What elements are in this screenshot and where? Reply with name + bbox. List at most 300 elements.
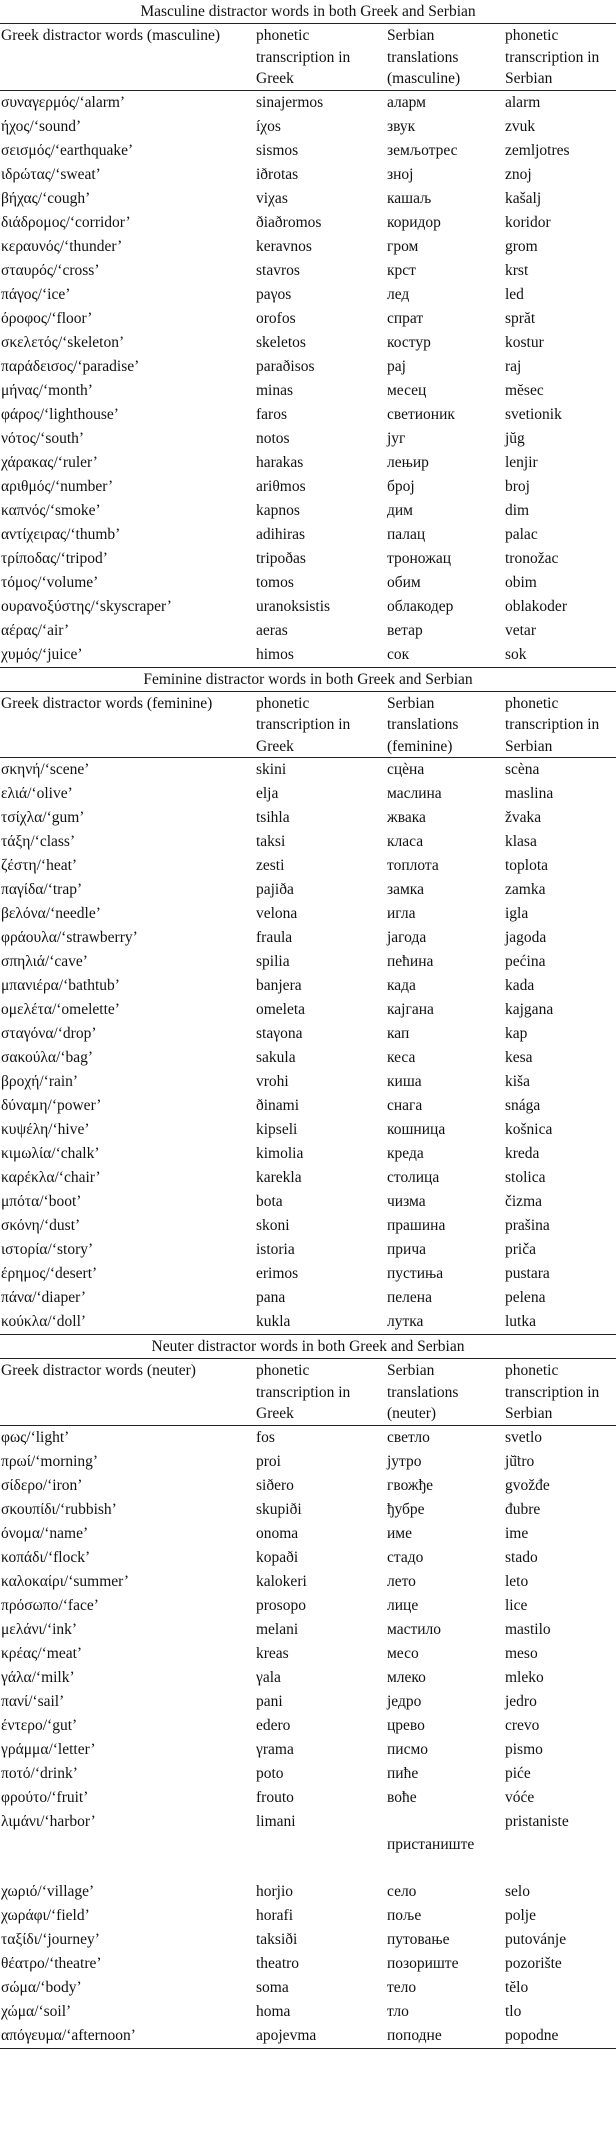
- serbian-word-cell: обим: [387, 573, 421, 591]
- serbian-phonetic-cell: lutka: [505, 1313, 536, 1330]
- greek-word-cell: μπότα/‘boot’: [1, 1193, 82, 1210]
- greek-phonetic-cell: staγona: [256, 1025, 303, 1042]
- greek-word-cell: πάνα/‘diaper’: [1, 1289, 87, 1306]
- serbian-phonetic-cell: košnica: [505, 1121, 553, 1138]
- table-row: [0, 139, 616, 163]
- serbian-word-cell: маслина: [387, 785, 442, 802]
- greek-phonetic-cell: harakas: [256, 453, 304, 471]
- serbian-word-cell: прашина: [387, 1217, 446, 1234]
- serbian-word-cell: облакодер: [387, 597, 454, 615]
- table-row: [0, 878, 616, 902]
- table-row: [0, 1714, 616, 1738]
- serbian-word-cell: кап: [387, 1025, 410, 1042]
- greek-word-cell: μελάνι/‘ink’: [1, 1620, 78, 1638]
- serbian-word-cell: троножац: [387, 549, 452, 567]
- serbian-phonetic-cell: zvuk: [505, 117, 536, 135]
- greek-word-cell: χωριό/‘village’: [1, 1882, 95, 1900]
- greek-phonetic-cell: pana: [256, 1289, 286, 1306]
- table-row: [0, 1310, 616, 1335]
- greek-word-cell: κοπάδι/‘flock’: [1, 1548, 91, 1566]
- serbian-phonetic-cell: pećina: [505, 953, 546, 970]
- table-row: [0, 758, 616, 783]
- serbian-word-cell: пристаниште: [387, 1835, 475, 1853]
- table-caption-masculine: Masculine distractor words in both Greek and Serbian: [140, 3, 476, 20]
- greek-word-cell: αριθμός/‘number’: [1, 477, 114, 495]
- table-row: [0, 998, 616, 1022]
- greek-phonetic-cell: horafi: [256, 1906, 294, 1924]
- greek-word-cell: πανί/‘sail’: [1, 1692, 65, 1710]
- greek-word-cell: έντερο/‘gut’: [1, 1716, 78, 1734]
- serbian-word-cell: црево: [387, 1716, 425, 1734]
- greek-word-cell: τάξη/‘class’: [1, 833, 76, 850]
- serbian-phonetic-cell: zamka: [505, 881, 546, 898]
- serbian-phonetic-cell: lice: [505, 1596, 528, 1614]
- greek-phonetic-cell: kipseli: [256, 1121, 298, 1138]
- greek-word-cell: έρημος/‘desert’: [1, 1265, 98, 1282]
- serbian-phonetic-cell: vetar: [505, 621, 536, 639]
- greek-word-cell: βήχας/‘cough’: [1, 189, 91, 207]
- serbian-word-cell: месо: [387, 1644, 419, 1662]
- serbian-phonetic-cell: žvaka: [505, 809, 542, 826]
- table-row: [0, 1474, 616, 1498]
- serbian-word-cell: писмо: [387, 1740, 429, 1758]
- serbian-word-cell: кашаљ: [387, 189, 432, 207]
- serbian-word-cell: лето: [387, 1572, 416, 1590]
- table-row: [0, 163, 616, 187]
- greek-word-cell: σπηλιά/‘cave’: [1, 953, 88, 970]
- greek-phonetic-cell: orofos: [256, 309, 296, 327]
- greek-phonetic-cell: faros: [256, 405, 287, 423]
- greek-phonetic-cell: iðrotas: [256, 165, 299, 183]
- greek-phonetic-cell: theatro: [256, 1954, 300, 1972]
- serbian-word-cell: поподне: [387, 2026, 442, 2044]
- table-row: [0, 1522, 616, 1546]
- serbian-phonetic-cell: kostur: [505, 333, 544, 351]
- feminine-table: [0, 691, 616, 1336]
- serbian-phonetic-cell: zemljotres: [505, 141, 570, 159]
- table-row: [0, 1238, 616, 1262]
- greek-word-cell: γάλα/‘milk’: [1, 1668, 75, 1686]
- serbian-word-cell: столица: [387, 1169, 440, 1186]
- table-row: [0, 1070, 616, 1094]
- greek-phonetic-cell: pani: [256, 1692, 283, 1710]
- greek-word-cell: ποτό/‘drink’: [1, 1764, 78, 1782]
- serbian-phonetic-cell: scèna: [505, 761, 540, 778]
- header-serbian-translations: Serbian translations (masculine): [387, 27, 461, 87]
- greek-word-cell: τσίχλα/‘gum’: [1, 809, 85, 826]
- greek-word-cell: αντίχειρας/‘thumb’: [1, 525, 121, 543]
- greek-phonetic-cell: himos: [256, 645, 294, 663]
- serbian-phonetic-cell: ime: [505, 1524, 529, 1542]
- header-greek-words: Greek distractor words (feminine): [1, 694, 213, 712]
- greek-word-cell: σκόνη/‘dust’: [1, 1217, 81, 1234]
- table-row: [0, 830, 616, 854]
- greek-phonetic-cell: fos: [256, 1428, 275, 1446]
- serbian-word-cell: мастило: [387, 1620, 442, 1638]
- serbian-phonetic-cell: kiša: [505, 1073, 530, 1090]
- serbian-word-cell: сцѐна: [387, 761, 425, 778]
- greek-word-cell: σταγόνα/‘drop’: [1, 1025, 97, 1042]
- header-greek-phonetic: phonetic transcription in Greek: [256, 27, 351, 87]
- serbian-phonetic-cell: grom: [505, 237, 538, 255]
- greek-phonetic-cell: erimos: [256, 1265, 299, 1282]
- greek-phonetic-cell: karekla: [256, 1169, 302, 1186]
- serbian-word-cell: пелена: [387, 1289, 432, 1306]
- serbian-word-cell: звук: [387, 117, 416, 135]
- greek-word-cell: κιμωλία/‘chalk’: [1, 1145, 100, 1162]
- table-row: [0, 1094, 616, 1118]
- table-row: [0, 1142, 616, 1166]
- table-row: [0, 974, 616, 998]
- greek-phonetic-cell: stavros: [256, 261, 300, 279]
- greek-word-cell: χωράφι/‘field’: [1, 1906, 90, 1924]
- serbian-phonetic-cell: krst: [505, 261, 529, 279]
- greek-word-cell: βελόνα/‘needle’: [1, 905, 101, 922]
- greek-word-cell: σεισμός/‘earthquake’: [1, 141, 134, 159]
- greek-word-cell: όνομα/‘name’: [1, 1524, 89, 1542]
- serbian-word-cell: кајгана: [387, 1001, 434, 1018]
- table-row: [0, 1810, 616, 1880]
- serbian-word-cell: дим: [387, 501, 413, 519]
- serbian-word-cell: стадо: [387, 1548, 424, 1566]
- greek-word-cell: σκουπίδι/‘rubbish’: [1, 1500, 117, 1518]
- greek-word-cell: θέατρο/‘theatre’: [1, 1954, 102, 1972]
- greek-phonetic-cell: sismos: [256, 141, 299, 159]
- serbian-phonetic-cell: alarm: [505, 93, 541, 111]
- greek-phonetic-cell: kalokeri: [256, 1572, 307, 1590]
- serbian-word-cell: село: [387, 1882, 417, 1900]
- serbian-word-cell: пећина: [387, 953, 434, 970]
- table-header-row: [0, 1359, 616, 1426]
- greek-word-cell: κυψέλη/‘hive’: [1, 1121, 90, 1138]
- serbian-phonetic-cell: znoj: [505, 165, 532, 183]
- table-row: [0, 1952, 616, 1976]
- serbian-word-cell: светло: [387, 1428, 430, 1446]
- greek-phonetic-cell: tomos: [256, 573, 294, 591]
- greek-phonetic-cell: kimolia: [256, 1145, 304, 1162]
- table-header-row: [0, 24, 616, 91]
- greek-phonetic-cell: limani: [256, 1812, 296, 1830]
- table-row: [0, 427, 616, 451]
- serbian-word-cell: киша: [387, 1073, 422, 1090]
- serbian-word-cell: јутро: [387, 1452, 422, 1470]
- table-row: [0, 547, 616, 571]
- greek-word-cell: νότος/‘south’: [1, 429, 85, 447]
- serbian-word-cell: југ: [387, 429, 406, 447]
- greek-word-cell: χάρακας/‘ruler’: [1, 453, 98, 471]
- serbian-word-cell: креда: [387, 1145, 424, 1162]
- greek-word-cell: φράουλα/‘strawberry’: [1, 929, 138, 946]
- serbian-word-cell: зној: [387, 165, 414, 183]
- greek-phonetic-cell: vrohi: [256, 1073, 289, 1090]
- header-serbian-phonetic: phonetic transcription in Serbian: [505, 1362, 600, 1422]
- greek-phonetic-cell: spilia: [256, 953, 290, 970]
- serbian-phonetic-cell: klasa: [505, 833, 537, 850]
- serbian-phonetic-cell: kašalj: [505, 189, 542, 207]
- serbian-phonetic-cell: tronožac: [505, 549, 559, 567]
- greek-word-cell: φως/‘light’: [1, 1428, 70, 1446]
- greek-phonetic-cell: onoma: [256, 1524, 299, 1542]
- serbian-word-cell: гром: [387, 237, 419, 255]
- serbian-word-cell: ђубре: [387, 1500, 425, 1518]
- serbian-phonetic-cell: crevo: [505, 1716, 540, 1734]
- serbian-phonetic-cell: broj: [505, 477, 530, 495]
- greek-phonetic-cell: sinajermos: [256, 93, 324, 111]
- greek-phonetic-cell: minas: [256, 381, 294, 399]
- header-greek-words: Greek distractor words (masculine): [1, 27, 221, 44]
- neuter-table: [0, 1358, 616, 2049]
- greek-word-cell: ταξίδι/‘journey’: [1, 1930, 100, 1948]
- greek-word-cell: ήχος/‘sound’: [1, 117, 82, 135]
- serbian-phonetic-cell: pismo: [505, 1740, 543, 1758]
- serbian-phonetic-cell: kap: [505, 1025, 528, 1042]
- table-row: [0, 1570, 616, 1594]
- serbian-word-cell: гвожђе: [387, 1476, 434, 1494]
- table-row: [0, 499, 616, 523]
- table-row: [0, 1690, 616, 1714]
- table-row: [0, 1450, 616, 1474]
- serbian-word-cell: кеса: [387, 1049, 416, 1066]
- serbian-phonetic-cell: mastilo: [505, 1620, 551, 1638]
- greek-word-cell: τόμος/‘volume’: [1, 573, 99, 591]
- table-header-row: [0, 691, 616, 758]
- greek-word-cell: απόγευμα/‘afternoon’: [1, 2026, 136, 2044]
- serbian-word-cell: млеко: [387, 1668, 426, 1686]
- table-row: [0, 1666, 616, 1690]
- serbian-phonetic-cell: igla: [505, 905, 529, 922]
- greek-phonetic-cell: kapnos: [256, 501, 300, 519]
- serbian-phonetic-cell: pristaniste: [505, 1812, 569, 1830]
- serbian-word-cell: лед: [387, 285, 410, 303]
- serbian-phonetic-cell: lenjir: [505, 453, 538, 471]
- serbian-phonetic-cell: mleko: [505, 1668, 544, 1686]
- serbian-phonetic-cell: leto: [505, 1572, 529, 1590]
- serbian-word-cell: чизма: [387, 1193, 426, 1210]
- table-row: [0, 643, 616, 668]
- table-row: [0, 1286, 616, 1310]
- table-row: [0, 1214, 616, 1238]
- greek-phonetic-cell: skupiði: [256, 1500, 302, 1518]
- table-row: [0, 1880, 616, 1904]
- greek-phonetic-cell: taksi: [256, 833, 286, 850]
- greek-word-cell: παγίδα/‘trap’: [1, 881, 83, 898]
- serbian-phonetic-cell: piće: [505, 1764, 531, 1782]
- greek-phonetic-cell: prosopo: [256, 1596, 306, 1614]
- masculine-table: [0, 23, 616, 668]
- table-row: [0, 1738, 616, 1762]
- greek-word-cell: ουρανοξύστης/‘skyscraper’: [1, 597, 172, 615]
- serbian-phonetic-cell: svetlo: [505, 1428, 543, 1446]
- greek-phonetic-cell: γala: [256, 1668, 281, 1686]
- serbian-word-cell: лутка: [387, 1313, 424, 1330]
- greek-word-cell: σκηνή/‘scene’: [1, 761, 90, 778]
- table-row: [0, 926, 616, 950]
- header-greek-words: Greek distractor words (neuter): [1, 1362, 196, 1379]
- greek-word-cell: κεραυνός/‘thunder’: [1, 237, 123, 255]
- serbian-word-cell: светионик: [387, 405, 455, 423]
- serbian-word-cell: палац: [387, 525, 426, 543]
- serbian-phonetic-cell: obim: [505, 573, 537, 591]
- greek-phonetic-cell: apojevma: [256, 2026, 317, 2044]
- serbian-word-cell: жвака: [387, 809, 426, 826]
- table-row: [0, 571, 616, 595]
- greek-word-cell: χυμός/‘juice’: [1, 645, 83, 663]
- header-serbian-translations: Serbian translations (feminine): [387, 694, 459, 755]
- table-row: [0, 331, 616, 355]
- serbian-word-cell: пиће: [387, 1764, 419, 1782]
- serbian-word-cell: воће: [387, 1788, 417, 1806]
- table-row: [0, 1425, 616, 1450]
- table-row: [0, 2024, 616, 2049]
- greek-phonetic-cell: velona: [256, 905, 298, 922]
- table-row: [0, 403, 616, 427]
- greek-phonetic-cell: skini: [256, 761, 287, 778]
- serbian-phonetic-cell: raj: [505, 357, 522, 375]
- serbian-word-cell: месец: [387, 381, 427, 399]
- serbian-word-cell: спрат: [387, 309, 424, 327]
- serbian-phonetic-cell: maslina: [505, 785, 554, 802]
- serbian-word-cell: коридор: [387, 213, 441, 231]
- greek-phonetic-cell: notos: [256, 429, 290, 447]
- serbian-word-cell: класа: [387, 833, 424, 850]
- table-row: [0, 187, 616, 211]
- table-row: [0, 2000, 616, 2024]
- greek-phonetic-cell: homa: [256, 2002, 291, 2020]
- header-greek-phonetic: phonetic transcription in Greek: [256, 694, 351, 755]
- greek-word-cell: πρωί/‘morning’: [1, 1452, 99, 1470]
- greek-phonetic-cell: banjera: [256, 977, 302, 994]
- greek-phonetic-cell: paraðisos: [256, 357, 315, 375]
- table-row: [0, 523, 616, 547]
- greek-word-cell: ζέστη/‘heat’: [1, 857, 78, 874]
- serbian-phonetic-cell: oblakoder: [505, 597, 567, 615]
- greek-word-cell: καπνός/‘smoke’: [1, 501, 101, 519]
- greek-phonetic-cell: frouto: [256, 1788, 294, 1806]
- greek-phonetic-cell: fraula: [256, 929, 293, 946]
- greek-phonetic-cell: tsihla: [256, 809, 290, 826]
- greek-phonetic-cell: kukla: [256, 1313, 291, 1330]
- greek-phonetic-cell: sakula: [256, 1049, 296, 1066]
- serbian-phonetic-cell: snága: [505, 1097, 541, 1114]
- greek-word-cell: ιστορία/‘story’: [1, 1241, 94, 1258]
- table-row: [0, 1118, 616, 1142]
- greek-word-cell: όροφος/‘floor’: [1, 309, 93, 327]
- greek-word-cell: ελιά/‘olive’: [1, 785, 73, 802]
- greek-phonetic-cell: uranoksistis: [256, 597, 331, 615]
- serbian-phonetic-cell: priča: [505, 1241, 536, 1258]
- serbian-word-cell: позориште: [387, 1954, 459, 1972]
- header-serbian-translations: Serbian translations (neuter): [387, 1362, 459, 1422]
- greek-phonetic-cell: kopaði: [256, 1548, 299, 1566]
- greek-word-cell: χώμα/‘soil’: [1, 2002, 72, 2020]
- serbian-phonetic-cell: led: [505, 285, 524, 303]
- serbian-phonetic-cell: jŭ̈tro: [505, 1452, 535, 1470]
- greek-phonetic-cell: tripoðas: [256, 549, 306, 567]
- serbian-word-cell: снага: [387, 1097, 423, 1114]
- header-serbian-phonetic: phonetic transcription in Serbian: [505, 27, 600, 87]
- serbian-word-cell: лице: [387, 1596, 419, 1614]
- greek-phonetic-cell: omeleta: [256, 1001, 306, 1018]
- greek-phonetic-cell: aeras: [256, 621, 288, 639]
- table-row: [0, 1190, 616, 1214]
- serbian-word-cell: топлота: [387, 857, 439, 874]
- serbian-phonetic-cell: pelena: [505, 1289, 546, 1306]
- greek-phonetic-cell: skeletos: [256, 333, 306, 351]
- table-row: [0, 619, 616, 643]
- serbian-phonetic-cell: gvožđe: [505, 1476, 550, 1494]
- serbian-word-cell: ветар: [387, 621, 423, 639]
- table-row: [0, 90, 616, 115]
- greek-phonetic-cell: ðinami: [256, 1097, 300, 1114]
- greek-phonetic-cell: ðiaðromos: [256, 213, 322, 231]
- greek-phonetic-cell: skoni: [256, 1217, 290, 1234]
- serbian-phonetic-cell: selo: [505, 1882, 530, 1900]
- table-row: [0, 1046, 616, 1070]
- table-row: [0, 1262, 616, 1286]
- table-row: [0, 854, 616, 878]
- table-row: [0, 1786, 616, 1810]
- serbian-word-cell: рај: [387, 357, 406, 375]
- serbian-word-cell: игла: [387, 905, 416, 922]
- greek-word-cell: σώμα/‘body’: [1, 1978, 82, 1996]
- greek-word-cell: σακούλα/‘bag’: [1, 1049, 94, 1066]
- greek-phonetic-cell: bota: [256, 1193, 283, 1210]
- greek-word-cell: φάρος/‘lighthouse’: [1, 405, 119, 423]
- serbian-phonetic-cell: mĕsec: [505, 381, 544, 399]
- greek-phonetic-cell: siðero: [256, 1476, 294, 1494]
- serbian-phonetic-cell: stado: [505, 1548, 538, 1566]
- serbian-phonetic-cell: jedro: [505, 1692, 537, 1710]
- table-row: [0, 259, 616, 283]
- table-row: [0, 1618, 616, 1642]
- serbian-word-cell: костур: [387, 333, 431, 351]
- greek-word-cell: σταυρός/‘cross’: [1, 261, 100, 279]
- serbian-phonetic-cell: meso: [505, 1644, 538, 1662]
- serbian-phonetic-cell: palac: [505, 525, 538, 543]
- serbian-word-cell: тло: [387, 2002, 409, 2020]
- greek-phonetic-cell: viχas: [256, 189, 288, 207]
- table-row: [0, 1928, 616, 1952]
- table-row: [0, 283, 616, 307]
- header-greek-phonetic: phonetic transcription in Greek: [256, 1362, 351, 1422]
- table-row: [0, 307, 616, 331]
- table-row: [0, 1976, 616, 2000]
- table-row: [0, 1904, 616, 1928]
- serbian-phonetic-cell: pozorište: [505, 1954, 562, 1972]
- serbian-phonetic-cell: tĕlo: [505, 1978, 529, 1996]
- table-row: [0, 211, 616, 235]
- greek-phonetic-cell: zesti: [256, 857, 285, 874]
- greek-word-cell: τρίποδας/‘tripod’: [1, 549, 108, 567]
- serbian-word-cell: сок: [387, 645, 410, 663]
- table-row: [0, 806, 616, 830]
- serbian-phonetic-cell: sprăt: [505, 309, 536, 327]
- serbian-word-cell: аларм: [387, 93, 426, 111]
- table-row: [0, 475, 616, 499]
- table-row: [0, 235, 616, 259]
- greek-phonetic-cell: íχos: [256, 117, 281, 135]
- greek-phonetic-cell: horjio: [256, 1882, 294, 1900]
- greek-word-cell: μπανιέρα/‘bathtub’: [1, 977, 120, 994]
- greek-word-cell: κούκλα/‘doll’: [1, 1313, 87, 1330]
- serbian-word-cell: тело: [387, 1978, 417, 1996]
- greek-word-cell: ομελέτα/‘omelette’: [1, 1001, 120, 1018]
- serbian-word-cell: једро: [387, 1692, 422, 1710]
- greek-phonetic-cell: elja: [256, 785, 279, 802]
- table-row: [0, 595, 616, 619]
- greek-word-cell: ιδρώτας/‘sweat’: [1, 165, 101, 183]
- table-caption-neuter: Neuter distractor words in both Greek and Serbian: [151, 1338, 465, 1355]
